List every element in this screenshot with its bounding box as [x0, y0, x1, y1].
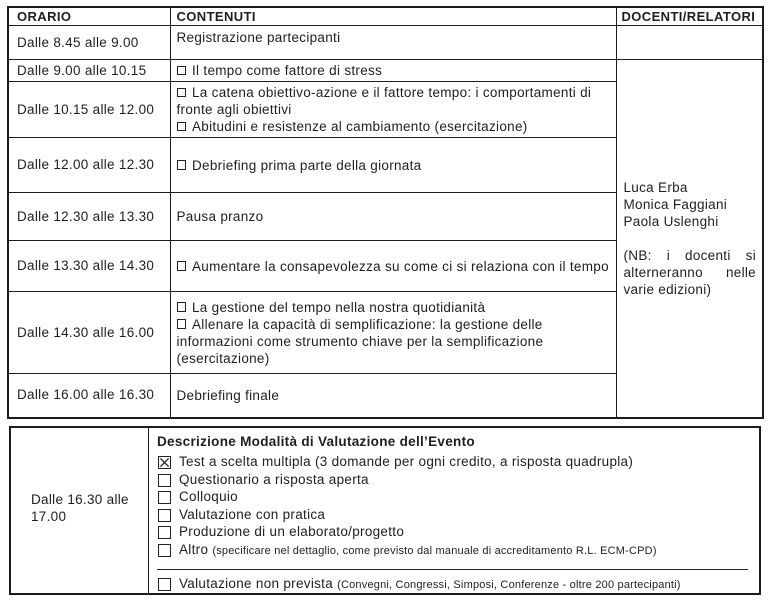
column-header-docenti: DOCENTI/RELATORI — [616, 7, 763, 26]
bullet-checkbox-icon — [177, 122, 187, 132]
content-item — [177, 387, 610, 404]
docenti-cell — [616, 60, 763, 418]
option-label: Questionario a risposta aperta — [179, 471, 369, 487]
time-cell: Dalle 14.30 alle 16.00 — [8, 292, 170, 374]
content-item — [177, 84, 610, 118]
schedule-table — [7, 6, 764, 419]
table-row — [8, 60, 763, 82]
option-label: Altro — [179, 541, 209, 557]
eval-time-text: Dalle 16.30 alle 17.00 — [31, 491, 129, 524]
time-cell: Dalle 8.45 alle 9.00 — [8, 26, 170, 60]
content-item — [177, 316, 610, 367]
bullet-checkbox-icon — [177, 66, 187, 76]
option-label: Colloquio — [179, 489, 238, 504]
eval-time-cell — [11, 428, 149, 593]
docente-name: Luca Erba — [623, 179, 688, 195]
option-label: Valutazione con pratica — [179, 506, 326, 522]
time-cell: Dalle 12.00 alle 12.30 — [8, 138, 170, 193]
table-row — [8, 26, 763, 60]
docenti-note: (NB: i docenti si alterneranno nelle varie edizioni) — [623, 247, 756, 297]
checkbox-icon — [158, 509, 171, 522]
content-cell — [170, 374, 616, 418]
option-label: Produzione di un elaborato/progetto — [179, 524, 405, 539]
header-row — [8, 7, 763, 26]
bullet-checkbox-icon — [177, 160, 187, 170]
content-cell — [170, 60, 616, 82]
checkbox-icon — [158, 578, 171, 591]
eval-title: Descrizione Modalità di Valutazione dell’Evento — [157, 434, 475, 449]
option-detail: (specificare nel dettaglio, come previsto dal manuale di accreditamento R.L. ECM-CPD) — [212, 544, 657, 557]
bullet-checkbox-icon — [177, 302, 187, 312]
time-cell: Dalle 9.00 alle 10.15 — [8, 60, 170, 82]
content-item — [177, 29, 610, 46]
option-text — [179, 488, 238, 506]
option-label: Valutazione non prevista — [179, 576, 334, 591]
column-header-orario: ORARIO — [8, 7, 170, 26]
option-text — [179, 453, 633, 471]
content-text: Aumentare la consapevolezza su come ci si relaziona con il tempo — [192, 258, 609, 274]
content-item — [177, 62, 610, 79]
eval-option — [157, 506, 753, 524]
content-item — [177, 157, 610, 174]
checkbox-icon — [158, 474, 171, 487]
eval-option — [157, 575, 753, 595]
content-item — [177, 208, 610, 225]
docente-name: Monica Faggiani — [623, 196, 728, 212]
time-cell: Dalle 10.15 alle 12.00 — [8, 82, 170, 138]
checkbox-icon — [158, 491, 171, 504]
content-text: Il tempo come fattore di stress — [192, 63, 383, 78]
content-text: Debriefing finale — [176, 387, 280, 403]
option-detail: (Convegni, Congressi, Simposi, Conferenze - oltre 200 partecipanti) — [337, 579, 681, 591]
eval-content-cell — [149, 428, 759, 593]
content-cell — [170, 292, 616, 374]
docenti-empty-cell — [616, 26, 763, 60]
bullet-checkbox-icon — [177, 319, 187, 329]
content-item — [177, 299, 610, 316]
bullet-checkbox-icon — [177, 261, 187, 271]
option-detail: (3 domande per ogni credito, a risposta quadrupla) — [314, 454, 634, 469]
separator-line — [157, 569, 748, 570]
checkbox-icon — [158, 456, 171, 469]
eval-option — [157, 471, 753, 489]
eval-option — [157, 541, 753, 561]
eval-option — [157, 453, 753, 471]
content-text: Pausa pranzo — [176, 209, 264, 224]
content-text: Debriefing prima parte della giornata — [192, 157, 422, 173]
content-cell — [170, 26, 616, 60]
column-header-contenuti: CONTENUTI — [170, 7, 616, 26]
time-cell: Dalle 16.00 alle 16.30 — [8, 374, 170, 418]
checkbox-icon — [158, 544, 171, 557]
option-text — [179, 575, 681, 595]
option-text — [179, 471, 369, 489]
content-text: La gestione del tempo nella nostra quotidianità — [192, 299, 486, 315]
content-cell — [170, 82, 616, 138]
content-cell — [170, 138, 616, 193]
time-cell: Dalle 13.30 alle 14.30 — [8, 241, 170, 292]
docente-name: Paola Uslenghi — [623, 213, 719, 229]
option-text — [179, 523, 404, 541]
bullet-checkbox-icon — [177, 88, 187, 98]
evaluation-table — [9, 426, 761, 595]
checkbox-icon — [158, 526, 171, 539]
option-text — [179, 541, 657, 561]
content-text: La catena obiettivo-azione e il fattore tempo: i comportamenti di fronte agli obiettivi — [176, 85, 592, 117]
option-text — [179, 506, 325, 524]
content-cell — [170, 193, 616, 241]
option-label: Test a scelta multipla — [179, 454, 311, 469]
content-cell — [170, 241, 616, 292]
content-item — [177, 118, 610, 135]
eval-option — [157, 523, 753, 541]
content-text: Abitudini e resistenze al cambiamento (esercitazione) — [192, 119, 528, 134]
eval-option — [157, 488, 753, 506]
content-text: Allenare la capacità di semplificazione: la gestione delle informazioni come strumento chiave per la semplificazione (esercitazione) — [176, 316, 544, 366]
x-mark-icon — [159, 457, 170, 468]
time-cell: Dalle 12.30 alle 13.30 — [8, 193, 170, 241]
content-text: Registrazione partecipanti — [176, 30, 341, 45]
content-item — [177, 258, 610, 275]
